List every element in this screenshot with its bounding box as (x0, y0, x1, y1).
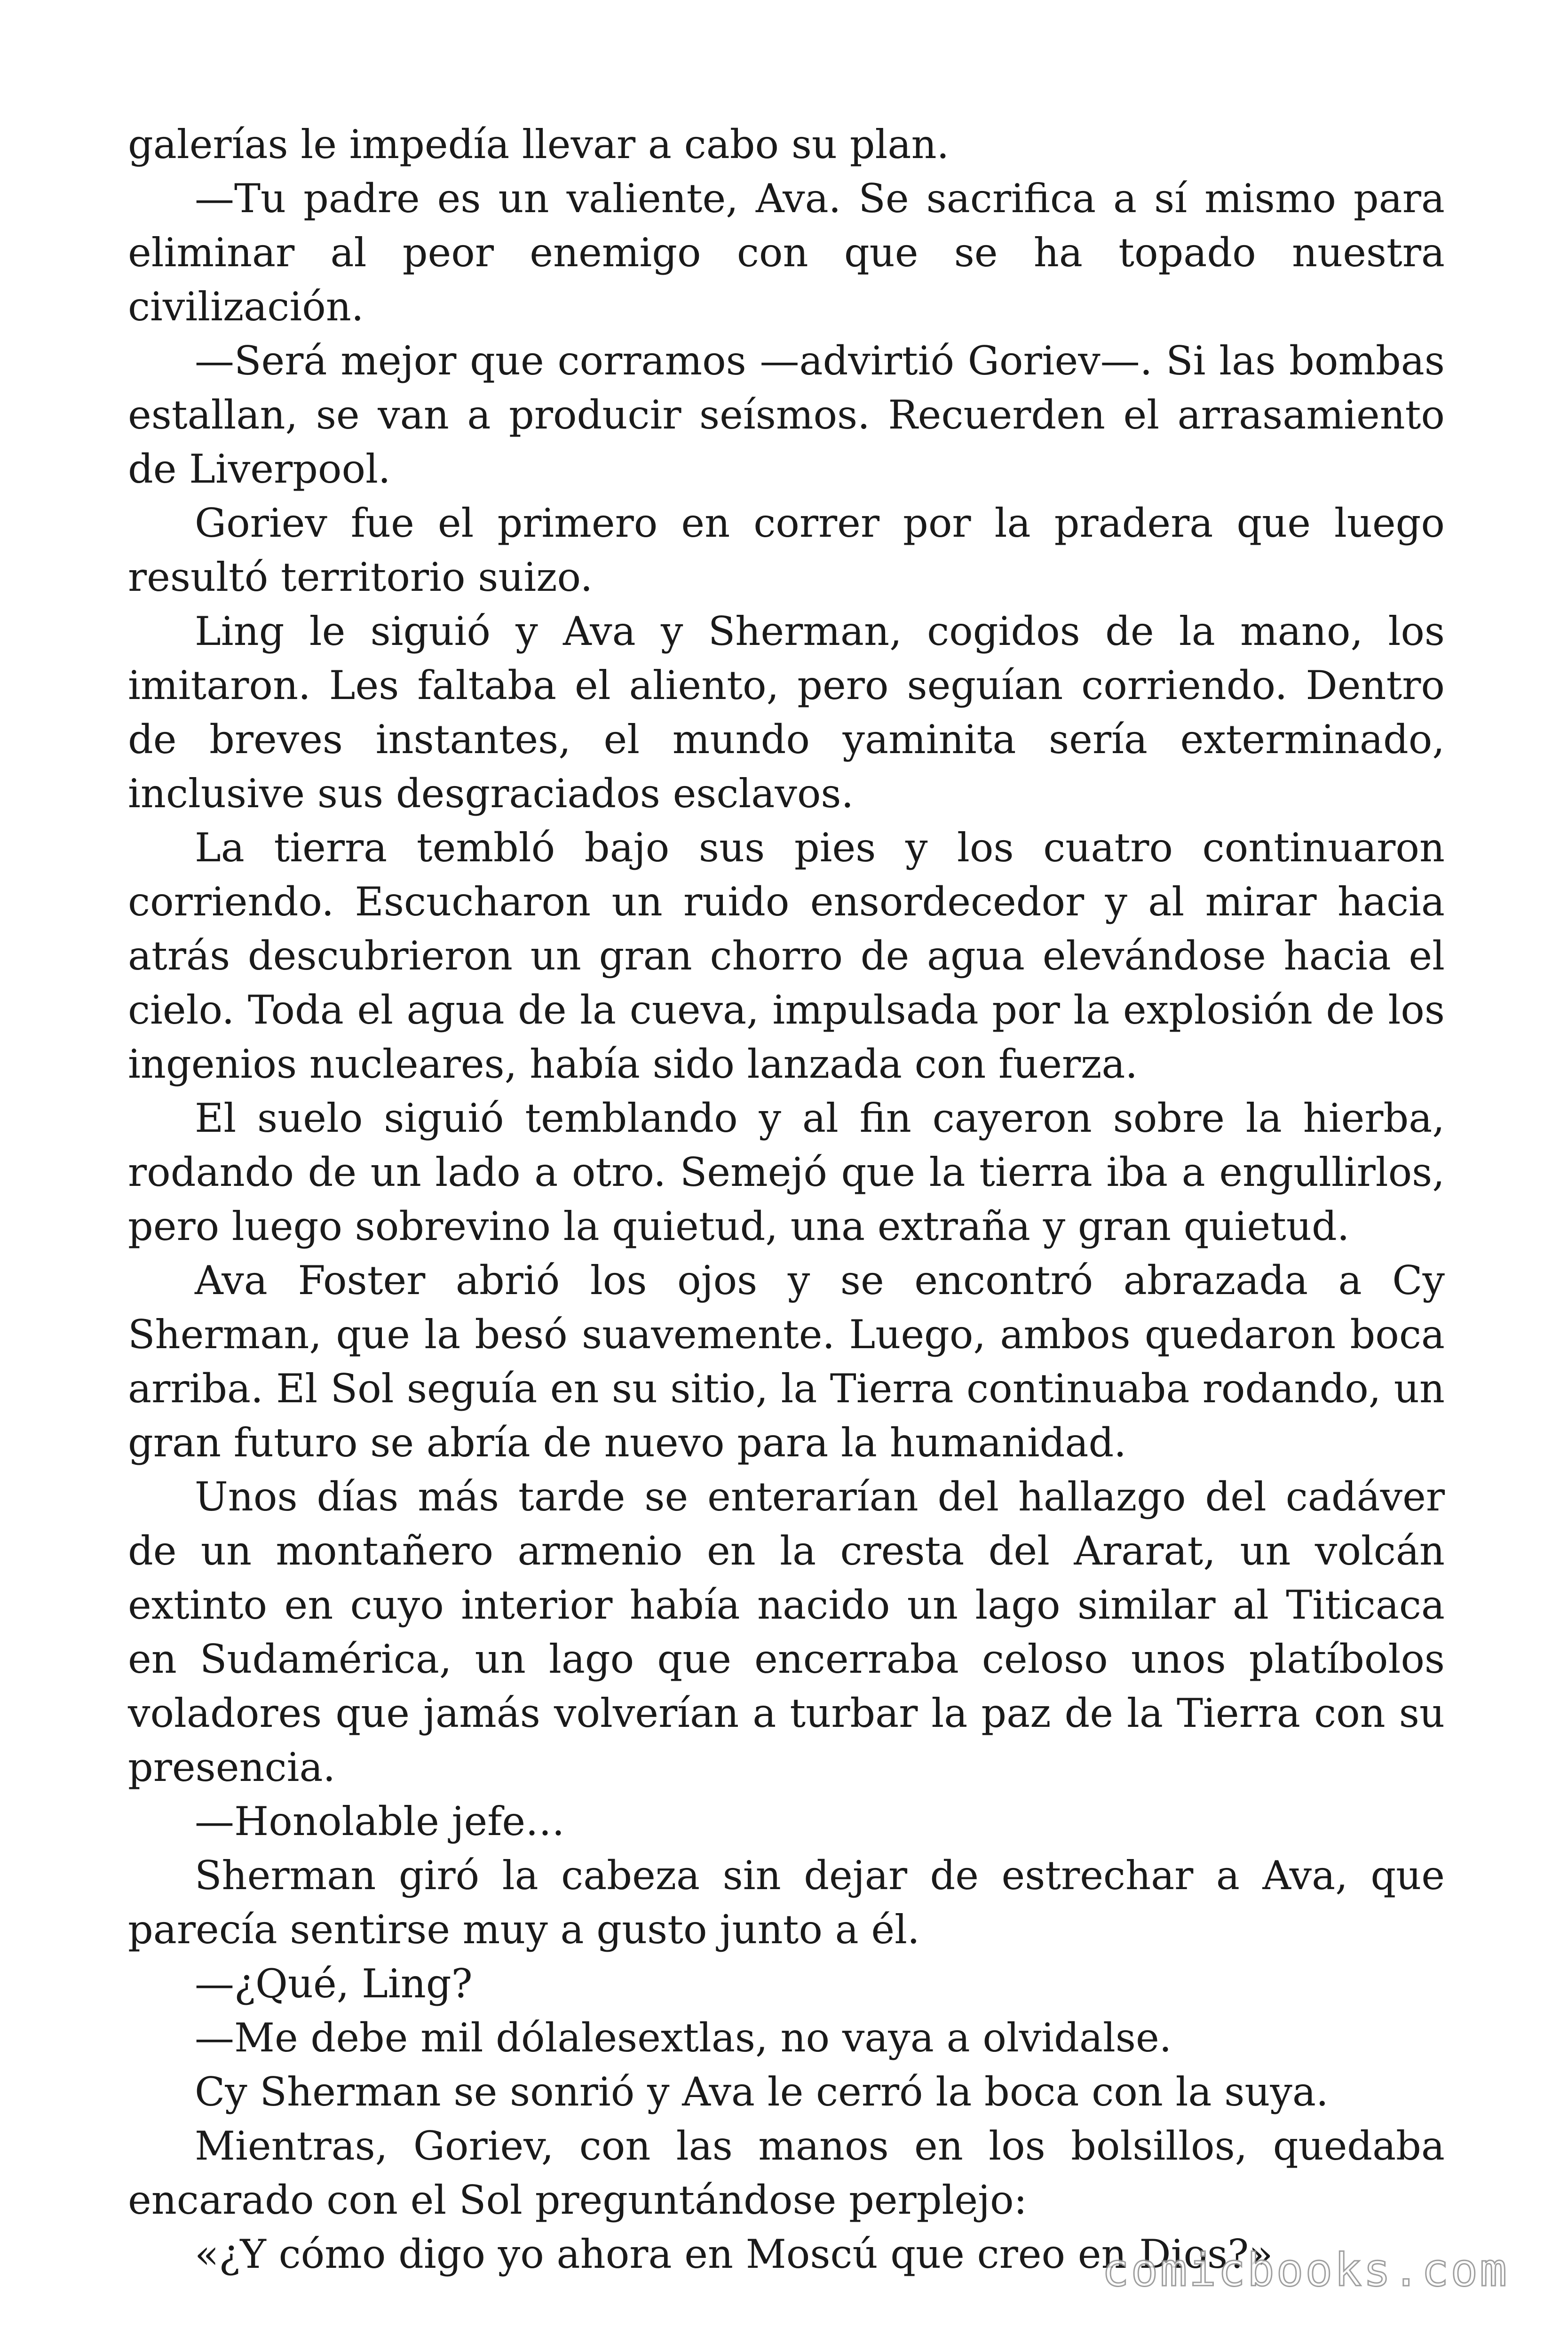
paragraph: Mientras, Goriev, con las manos en los bolsillos, quedaba encarado con el Sol preguntándose perplejo: (128, 2123, 1445, 2223)
paragraph: —Tu padre es un valiente, Ava. Se sacrifica a sí mismo para eliminar al peor enemigo con que se ha topado nuestra civilización. (128, 175, 1445, 330)
paragraph: galerías le impedía llevar a cabo su plan. (128, 121, 950, 167)
paragraph: La tierra tembló bajo sus pies y los cuatro continuaron corriendo. Escucharon un ruido ensordecedor y al mirar hacia atrás descubrieron un gran chorro de agua elevándose hacia el cielo. Toda el agua de la cueva, impulsada por la explosión de los ingenios nucleares, había sido lanzada con fuerza. (128, 825, 1445, 1087)
watermark: comicbooks.com (1101, 2244, 1509, 2296)
paragraph: El suelo siguió temblando y al fin cayeron sobre la hierba, rodando de un lado a otro. Semejó que la tierra iba a engullirlos, pero luego sobrevino la quietud, una extraña y gran quietud. (128, 1095, 1445, 1249)
paragraph: Ling le siguió y Ava y Sherman, cogidos de la mano, los imitaron. Les faltaba el aliento, pero seguían corriendo. Dentro de breves instantes, el mundo yaminita sería exterminado, inclusive sus desgraciados esclavos. (128, 608, 1445, 817)
paragraph: «¿Y cómo digo yo ahora en Moscú que creo en Dios?» (195, 2231, 1273, 2277)
paragraph: Sherman giró la cabeza sin dejar de estrechar a Ava, que parecía sentirse muy a gusto junto a él. (128, 1852, 1445, 1953)
paragraph: —Será mejor que corramos —advirtió Goriev—. Si las bombas estallan, se van a producir seísmos. Recuerden el arrasamiento de Liverpool. (128, 338, 1445, 492)
paragraph: —Honolable jefe… (195, 1798, 565, 1844)
paragraph: Unos días más tarde se enterarían del hallazgo del cadáver de un montañero armenio en la cresta del Ararat, un volcán extinto en cuyo interior había nacido un lago similar al Titicaca en Sudamérica, un lago que encerraba celoso unos platíbolos voladores que jamás volverían a turbar la paz de la Tierra con su presencia. (128, 1474, 1445, 1790)
paragraph: Goriev fue el primero en correr por la pradera que luego resultó territorio suizo. (128, 500, 1445, 600)
paragraph: —¿Qué, Ling? (195, 1961, 473, 2007)
paragraph: Ava Foster abrió los ojos y se encontró abrazada a Cy Sherman, que la besó suavemente. Luego, ambos quedaron boca arriba. El Sol seguía en su sitio, la Tierra continuaba rodando, un gran futuro se abría de nuevo para la humanidad. (128, 1257, 1445, 1466)
paragraph: —Me debe mil dólalesextlas, no vaya a olvidalse. (195, 2015, 1172, 2061)
page-text (128, 118, 1445, 2281)
paragraph: Cy Sherman se sonrió y Ava le cerró la boca con la suya. (195, 2069, 1329, 2115)
